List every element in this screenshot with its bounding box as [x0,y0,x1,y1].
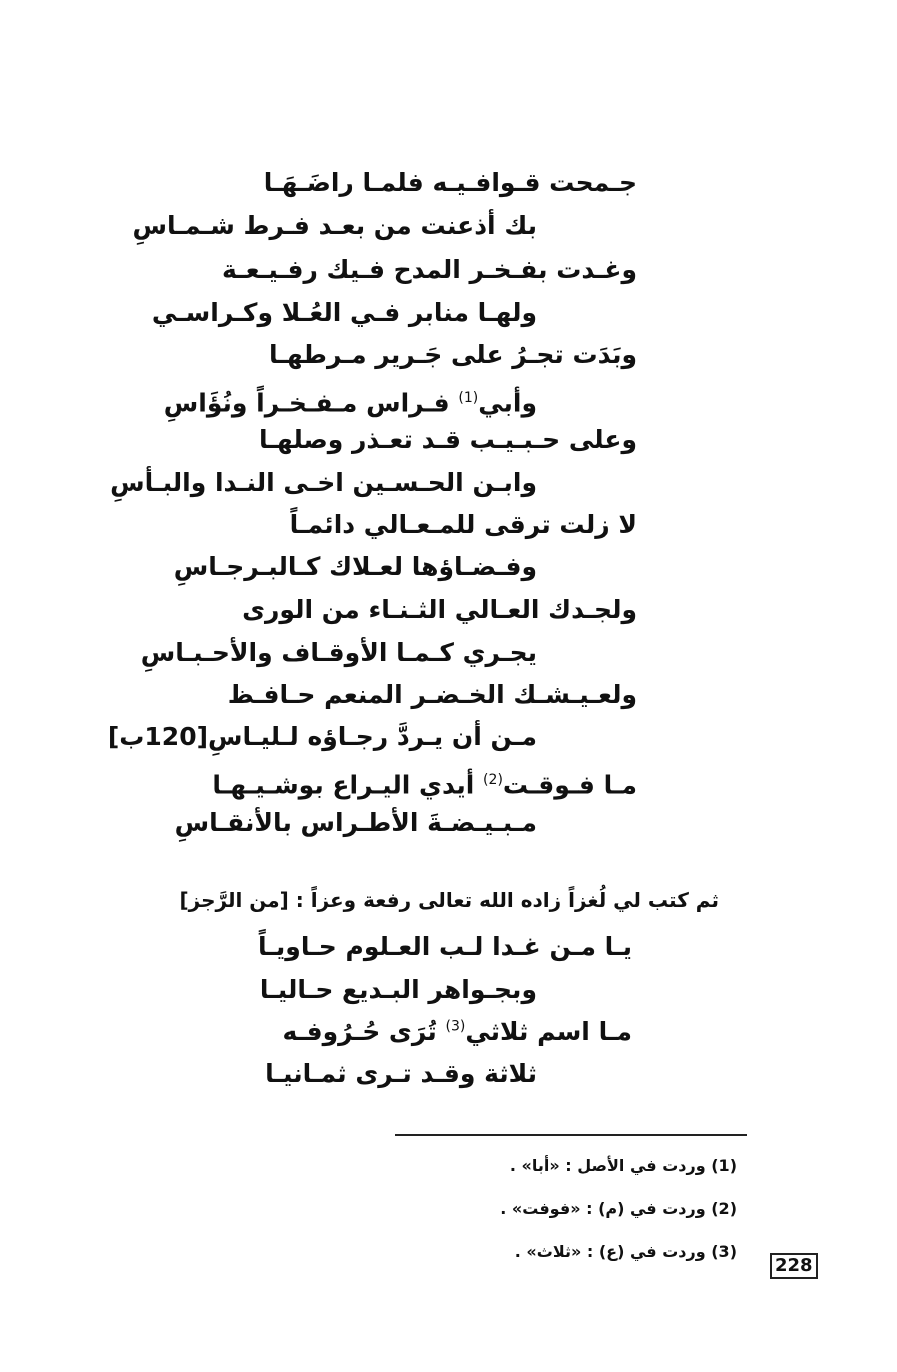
verse-line: ولجـدك العـالي الثـنـاء من الورى [242,595,637,624]
footnote-marker: (1) [458,390,479,406]
verse-line: يجـري كـمـا الأوقـاف والأحـبـاسِ [140,638,537,667]
verse-line: وعلى حـبـيـب قـد تعـذر وصلهـا [258,425,637,454]
verse-line: ولعـيـشـك الخـضـر المنعم حـافـظ [227,680,637,709]
footnote: (3) وردت في (ع) : «ثلاث» . [514,1242,737,1261]
verse-line: وابـن الحـسـين اخـى النـدا والبـأسِ [110,468,537,497]
rajaz-line: وبجـواهر البـديع حـاليـا [259,975,537,1004]
verse-line: مـا فـوقـت$^{(2)}$ أيدي اليـراع بوشـيـهـا [212,770,637,800]
footnote-marker: (3) [445,1018,466,1035]
rajaz-line: ثلاثة وقـد تـرى ثمـانيـا [265,1059,537,1088]
intro-text: ثم كتب لي لُغزاً زاده الله تعالى رفعة وعزاً : [من الرَّجز] [179,888,719,912]
verse-line: لا زلت ترقى للمـعـالي دائمـاً [289,510,637,539]
verse-line: جـمحت قـوافـيـه فلمـا راضَـهَـا [263,168,637,197]
verse-line: وبَدَت تجـرُ على جَـرير مـرطهـا [269,340,637,369]
verse-line: مـن أن يـردَّ رجـاؤه لـليـاسِ[120ب] [107,722,537,751]
verse-line: وفـضـاؤها لعـلاك كـالبـرجـاسِ [173,552,537,581]
page-number: 228 [770,1253,818,1279]
verse-line: وأبي$^{(1)}$ فـراس مـفـخـراً ونُؤَاسِ [163,388,537,418]
rajaz-line: يـا مـن غـدا لـب العـلوم حـاويـاً [257,932,632,961]
footnote: (1) وردت في الأصل : «أبا» . [509,1156,737,1175]
rajaz-line: مـا اسم ثلاثي$^{(3)}$ تُرَى حُـرُوفـه [282,1017,632,1046]
verse-line: بك أذعنت من بعـد فـرط شـمـاسِ [132,211,537,240]
footnote: (2) وردت في (م) : «فوفت» . [500,1199,737,1218]
verse-line: ولهـا منابر فـي العُـلا وكـراسـي [151,298,537,327]
footnote-marker: (2) [483,772,503,788]
verse-line: وغـدت بفـخـر المدح فـيك رفـيـعـة [221,255,637,284]
footnote-divider [395,1134,747,1136]
verse-line: مـبـيـضـةَ الأطـراس بالأنقـاسِ [174,808,537,837]
